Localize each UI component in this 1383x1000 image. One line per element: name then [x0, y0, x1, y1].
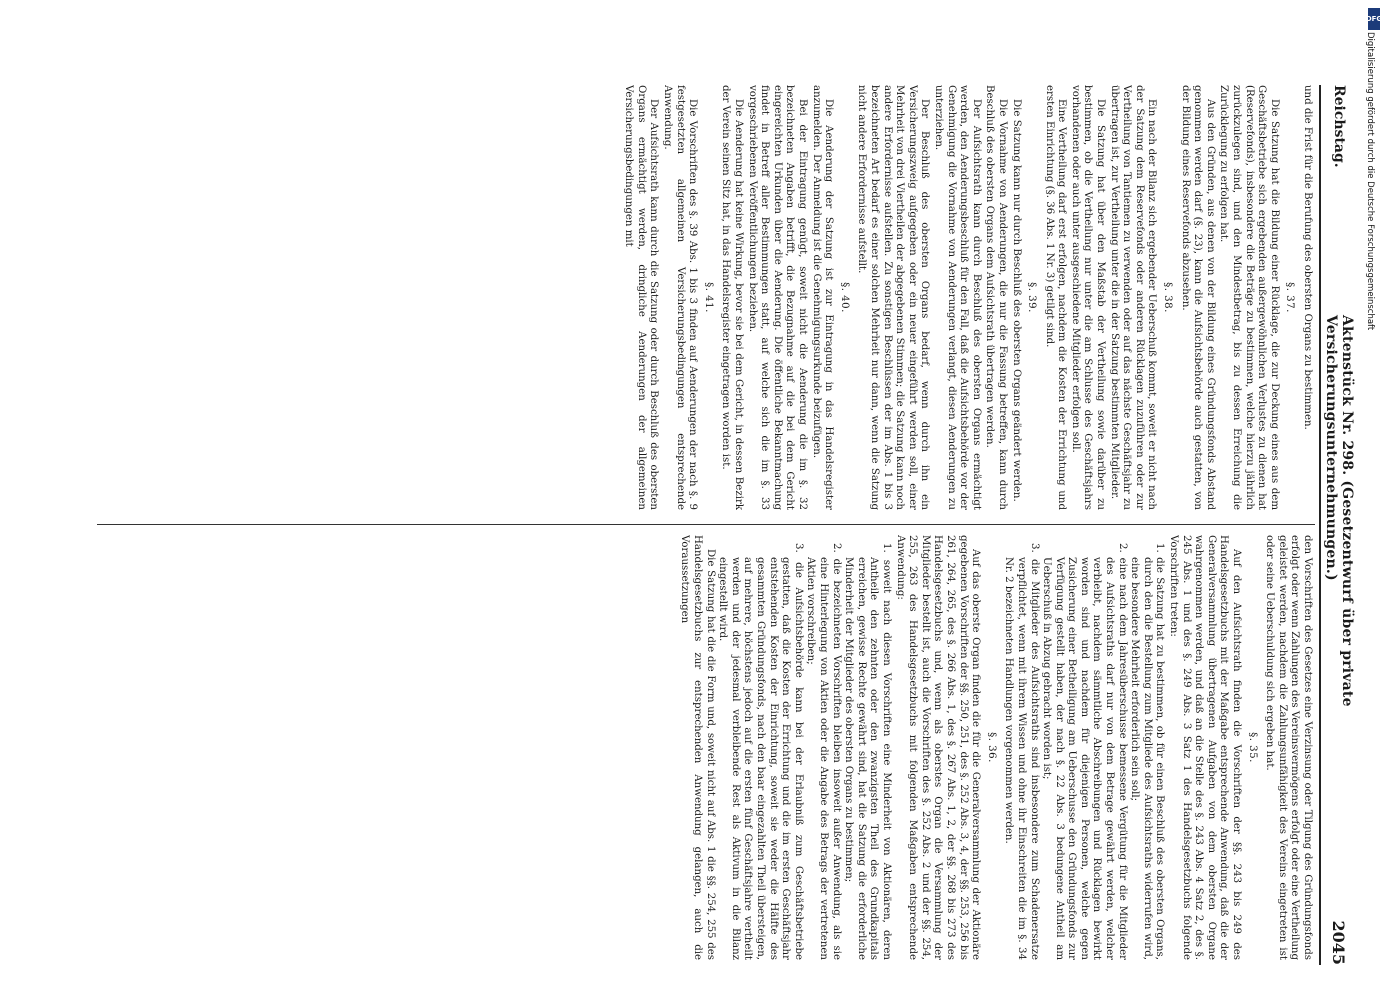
list-item: 1. die Satzung hat zu bestimmen, ob für einen Beschluß des obersten Organs, durch den die Bestellung zum Mitgliede des Aufsichtsraths widerrufen wird, eine besondere Mehrheit erforderlich sein soll; [1129, 543, 1166, 960]
paragraph: Die Satzung hat die Bildung einer Rücklage, die zur Deckung eines aus dem Geschäftsbetriebe sich ergebenden außergewöhnlichen Verlustes zu dienen hat (Reservefonds), insbesondere die Beträge zu bestimmen, welche hierzu jährlich zurückzulegen sind, und den Mindestbetrag, bis zu dessen Erreichung die Zurücklegung zu erfolgen hat. [1218, 85, 1280, 510]
paragraph: Auf den Aufsichtsrath finden die Vorschriften der §§. 243 bis 249 des Handelsgesetzbuchs mit der Maßgabe entsprechende Anwendung, daß die der Generalversammlung übertragenen Aufgaben von dem obersten Organe wahrgenommen werden, und daß an die Stelle des §. 243 Abs. 4 Satz 2, des §. 245 Abs. 1 und des §. 249 Abs. 3 Satz 1 des Handelsgesetzbuchs folgende Vorschriften treten: [1168, 535, 1243, 960]
column-right [98, 85, 1313, 510]
paragraph: Der Beschluß des obersten Organs bedarf, wenn durch ihn ein Versicherungszweig aufgegeben oder ein neuer eingeführt werden soll, einer Mehrheit von drei Viertheilen der abgegebenen Stimmen; die Satzung kann noch andere Erfordernisse aufstellen. Zu sonstigen Beschlüssen der im Abs. 1 bis 3 bezeichneten Art bedarf es einer solchen Mehrheit nur dann, wenn die Satzung nicht andere Erfordernisse aufstellt. [856, 85, 931, 510]
section-heading-38: §. 38. [1162, 282, 1174, 313]
dfg-logo: DFG [1368, 8, 1380, 30]
paragraph: Aus den Gründen, aus denen von der Bildung eines Gründungsfonds Abstand genommen werden darf (§. 23), kann die Aufsichtsbehörde auch gestatten, von der Bildung eines Reservefonds abzusehen. [1179, 85, 1216, 510]
list-item: 2. die bezeichneten Vorschriften bleiben insoweit außer Anwendung, als sie eine Hinterlegung von Aktien oder die Angabe des Betrags der vertretenen Aktien vorschreiben; [805, 543, 842, 960]
section-heading-36: §. 36. [985, 732, 997, 763]
header-reichstag: Reichstag. [1331, 85, 1347, 168]
paragraph: Eine Vertheilung darf erst erfolgen, nachdem die Kosten der Errichtung und ersten Einrichtung (§. 36 Abs. 1 Nr. 3) getilgt sind. [1043, 85, 1068, 510]
paragraph: Bei der Eintragung genügt, soweit nicht die Aenderung die im §. 32 bezeichneten Angaben betrifft, die Bezugnahme auf die bei dem Gericht eingereichten Urkunden über die Aenderung. Die öffentliche Bekanntmachung findet in Betreff aller Bestimmungen statt, auf welche sich die im §. 33 vorgeschriebenen Veröffentlichungen beziehen. [746, 85, 809, 510]
rotated-document-page [85, 85, 1355, 965]
section-heading-37: §. 37. [1284, 282, 1296, 313]
paragraph: Die Vorschriften des §. 39 Abs. 1 bis 3 finden auf Aenderungen der nach §. 9 festgesetzten allgemeinen Versicherungsbedingungen entsprechende Anwendung. [662, 85, 699, 510]
paragraph: Die Satzung hat die die Form und, soweit nicht auf Abs. 1 die §§. 254, 255 des Handelsgesetzbuchs zur entsprechenden Anwendung gelangen, auch die Voraussetzungen [679, 535, 716, 960]
paragraph: den Vorschriften des Gesetzes eine Verzinsung oder Tilgung des Gründungsfonds erfolgt oder wenn Zahlungen des Vereinsvermögens erfolgt oder eine Vertheilung geleistet werden, nachdem die Zahlungsunfähigkeit des Vereins eingetreten ist oder seine Ueberschuldung sich ergeben hat. [1264, 535, 1313, 960]
paragraph: Die Aenderung der Satzung ist zur Eintragung in das Handelsregister anzumelden. Der Anmeldung ist die Genehmigungsurkunde beizufügen. [810, 85, 835, 510]
header-title: Aktenstück Nr. 298. (Gesetzentwurf über private Versicherungsunternehmungen.) [1323, 315, 1355, 707]
paragraph: Die Aenderung hat keine Wirkung, bevor sie bei dem Gericht, in dessen Bezirk der Verein seinen Sitz hat, in das Handelsregister eingetragen worden ist. [720, 85, 745, 510]
digitization-credit: Digitalisierung gefördert durch die Deutsche Forschungsgemeinschaft [1365, 32, 1375, 331]
paragraph: Die Satzung hat über den Maßstab der Vertheilung sowie darüber zu bestimmen, ob die Vertheilung nur unter die am Schlusse des Geschäftsjahrs vorhandenen oder auch unter ausgeschiedene Mitglieder erfolgen soll. [1069, 85, 1107, 510]
page-number: 2045 [1329, 920, 1349, 965]
paragraph: Auf das oberste Organ finden die für die Generalversammlung der Aktionäre gegebenen Vorschriften der §§. 250, 251, des §. 252 Abs. 3, 4, der §§. 253, 256 bis 261, 264, 265, des §. 266 Abs. 1, des §. 267 Abs. 1, 2, der §§. 268 bis 273 des Handelsgesetzbuchs und, wenn als oberstes Organ die Versammlung der Mitglieder bestellt ist, auch die Vorschriften des §. 252 Abs. 2 und der §§. 254, 255, 263 des Handelsgesetzbuchs mit folgenden Maßgaben entsprechende Anwendung: [894, 535, 982, 960]
section-heading-40: §. 40. [838, 282, 850, 313]
list-item: 3. die Aufsichtsbehörde kann bei der Erlaubniß zum Geschäftsbetriebe gestatten, daß die Kosten der Errichtung und die im ersten Geschäftsjahr entstehenden Kosten der Einrichtung, soweit sie weder die Hälfte des gesammten Gründungsfonds, nach den baar eingezahlten Theil übersteigen, auf mehrere, höchstens jedoch auf die ersten fünf Geschäftsjahre vertheilt werden und der jedesmal verbleibende Rest als Aktivum in die Bilanz eingestellt wird. [717, 543, 804, 960]
section-heading-41: §. 41. [702, 282, 714, 313]
paragraph: Der Aufsichtsrath kann durch Beschluß des obersten Organs ermächtigt werden, den Aenderungsbeschluß für den Fall, daß die Aufsichtsbehörde vor der Genehmigung die Vornahme von Aenderungen verlangt, diesen Aenderungen zu unterziehen. [932, 85, 982, 510]
section-heading-39: §. 39. [1026, 282, 1038, 313]
column-divider [97, 524, 1315, 525]
list-item: 2. eine nach dem Jahresüberschusse bemessene Vergütung für die Mitglieder des Aufsichtsraths darf nur von dem Betrage gewährt werden, welcher verbleibt, nachdem sämmtliche Abschreibungen und Rücklagen bewirkt worden sind und nachdem für diejenigen Personen, welche gegen Zusicherung einer Betheiligung am Ueberschusse den Gründungsfonds zur Verfügung gestellt haben, der nach §. 22 Abs. 3 bedungene Antheil am Ueberschuß in Abzug gebracht worden ist; [1041, 543, 1128, 960]
header-rule [1319, 85, 1321, 965]
paragraph: Die Vornahme von Aenderungen, die nur die Fassung betreffen, kann durch Beschluß des obersten Organs dem Aufsichtsrath übertragen werden. [984, 85, 1008, 510]
paragraph: Ein nach der Bilanz sich ergebender Ueberschuß kommt, soweit er nicht nach der Satzung dem Reservefonds oder anderen Rücklagen zuzuführen oder zur Vertheilung von Tantiemen zu verwenden oder auf das nächste Geschäftsjahr zu übertragen ist, zur Vertheilung unter die in der Satzung bestimmten Mitglieder. [1108, 85, 1158, 510]
paragraph: Der Aufsichtsrath kann durch die Satzung oder durch Beschluß des obersten Organs ermächtigt werden, dringliche Aenderungen der allgemeinen Versicherungsbedingungen mit [623, 85, 660, 510]
list-item: 1. soweit nach diesen Vorschriften eine Minderheit von Aktionären, deren Antheile den zehnten oder den zwanzigsten Theil des Grundkapitals erreichen, gewisse Rechte gewährt sind, hat die Satzung die erforderliche Minderheit der Mitglieder des obersten Organs zu bestimmen; [843, 543, 892, 960]
list-item: 3. die Mitglieder des Aufsichtsraths sind insbesondere zum Schadenersatze verpflichtet, wenn mit ihrem Wissen und ohne ihr Einschreiten die im §. 34 Nr. 2 bezeichneten Handlungen vorgenommen werden. [1003, 543, 1040, 960]
column-left [98, 535, 1313, 960]
page-header [1323, 85, 1355, 965]
paragraph: und die Frist für die Berufung des obersten Organs zu bestimmen. [1302, 85, 1313, 430]
paragraph: Die Satzung kann nur durch Beschluß des obersten Organs geändert werden. [1010, 99, 1022, 502]
section-heading-35: §. 35. [1246, 732, 1258, 763]
